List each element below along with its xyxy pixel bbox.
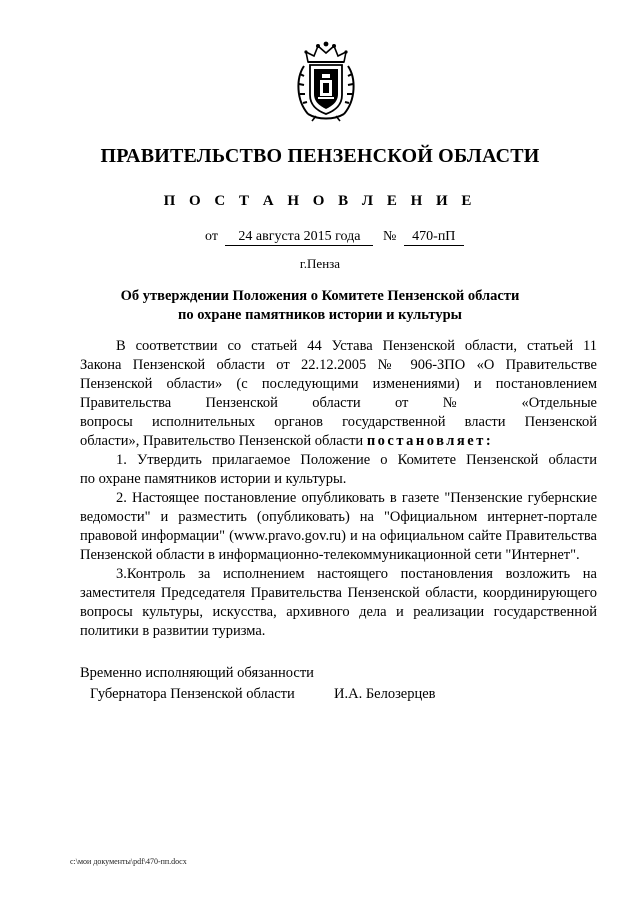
item-2-line: правовой информации" (www.pravo.gov.ru) и на официальном сайте Правительства [80,528,597,544]
document-number: 470-пП [404,229,464,246]
body-line: Закона Пензенской области от 22.12.2005 № 906-ЗПО «О Правительстве [80,357,597,373]
number-sign: № [382,229,397,244]
preamble-end: области», Правительство Пензенской области [80,433,364,449]
date-prefix: от [205,229,218,244]
item-2-line: ведомости" и разместить (опубликовать) на "Официальном интернет-портале [80,509,597,525]
document-date: 24 августа 2015 года [225,229,373,246]
city: г.Пенза [299,256,341,271]
item-1-line: 1. Утвердить прилагаемое Положение о Комитете Пензенской области [116,452,597,468]
item-3-line: заместителя Председателя Правительства Пензенской области, координирующего [80,585,597,601]
signatory-name: И.А. Белозерцев [334,686,436,702]
item-2-line: Пензенской области в информационно-телекоммуникационной сети "Интернет". [80,547,580,563]
coat-of-arms-icon [294,40,358,122]
item-1-line: по охране памятников истории и культуры. [80,471,347,487]
title-line: по охране памятников истории и культуры [178,307,462,323]
item-3-line: политики в развитии туризма. [80,623,266,639]
item-2-line: 2. Настоящее постановление опубликовать в газете "Пензенские губернские [116,490,597,506]
document-body [80,337,597,641]
body-line: В соответствии со статьей 44 Устава Пензенской области, статьей 11 [116,338,597,354]
title-line: Об утверждении Положения о Комитете Пензенской области [120,288,520,304]
document-type: П О С Т А Н О В Л Е Н И Е [163,193,477,209]
government-name: ПРАВИТЕЛЬСТВО ПЕНЗЕНСКОЙ ОБЛАСТИ [100,145,540,167]
decree-word: постановляет: [366,433,494,449]
item-3-line: вопросы культуры, искусства, архивного дела и реализации государственной [80,604,597,620]
signatory-position: Губернатора Пензенской области [90,686,295,702]
body-line: Правительства Пензенской области от № «Отдельные [80,395,597,411]
item-3-line: 3.Контроль за исполнением настоящего постановления возложить на [116,566,597,582]
file-path: c:\мои документы\pdf\470-пп.docx [70,857,187,866]
date-number-line [205,229,464,246]
body-line: вопросы исполнительных органов государственной власти Пензенской [80,414,597,430]
document-title [100,287,540,325]
signatory-position: Временно исполняющий обязанности [80,665,314,681]
body-line: Пензенской области» (с последующими изменениями) и постановлением [80,376,597,392]
body-line [80,432,597,451]
